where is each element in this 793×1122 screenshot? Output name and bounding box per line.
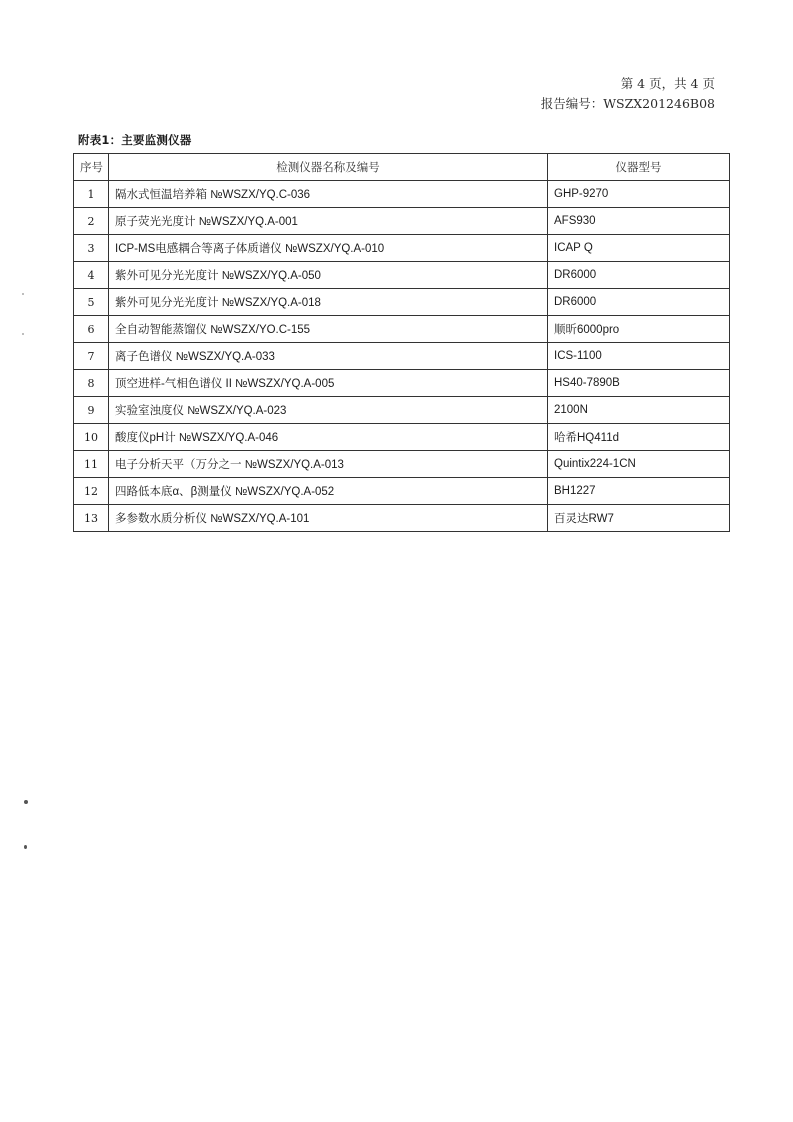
cell-instrument-name: 紫外可见分光光度计 №WSZX/YQ.A-018	[109, 289, 548, 316]
cell-seq: 6	[74, 316, 109, 343]
cell-instrument-model: Quintix224-1CN	[548, 451, 730, 478]
cell-instrument-name: 离子色谱仪 №WSZX/YQ.A-033	[109, 343, 548, 370]
table-row	[74, 478, 730, 505]
scan-speck	[24, 845, 27, 849]
page-header	[541, 74, 715, 114]
column-header-model: 仪器型号	[548, 154, 730, 181]
cell-seq: 4	[74, 262, 109, 289]
cell-instrument-name: ICP-MS电感耦合等离子体质谱仪 №WSZX/YQ.A-010	[109, 235, 548, 262]
table-row	[74, 235, 730, 262]
instrument-table	[73, 153, 730, 532]
report-number: 报告编号：WSZX201246B08	[540, 96, 715, 111]
cell-seq: 2	[74, 208, 109, 235]
cell-instrument-model: ICS-1100	[548, 343, 730, 370]
cell-instrument-model: GHP-9270	[548, 181, 730, 208]
table-row	[74, 181, 730, 208]
table-row	[74, 208, 730, 235]
scan-speck	[22, 333, 24, 335]
table-row	[74, 289, 730, 316]
cell-seq: 1	[74, 181, 109, 208]
cell-instrument-name: 电子分析天平（万分之一 №WSZX/YQ.A-013	[109, 451, 548, 478]
cell-seq: 12	[74, 478, 109, 505]
cell-instrument-name: 紫外可见分光光度计 №WSZX/YQ.A-050	[109, 262, 548, 289]
cell-instrument-name: 实验室浊度仪 №WSZX/YQ.A-023	[109, 397, 548, 424]
cell-seq: 9	[74, 397, 109, 424]
cell-instrument-model: DR6000	[548, 289, 730, 316]
cell-instrument-name: 隔水式恒温培养箱 №WSZX/YQ.C-036	[109, 181, 548, 208]
column-header-seq: 序号	[74, 154, 109, 181]
cell-instrument-model: DR6000	[548, 262, 730, 289]
page-number: 第 4 页，共 4 页	[620, 76, 715, 91]
table-row	[74, 424, 730, 451]
cell-instrument-name: 原子荧光光度计 №WSZX/YQ.A-001	[109, 208, 548, 235]
cell-instrument-model: BH1227	[548, 478, 730, 505]
cell-seq: 5	[74, 289, 109, 316]
scan-speck	[24, 800, 28, 804]
cell-instrument-name: 酸度仪pH计 №WSZX/YQ.A-046	[109, 424, 548, 451]
cell-instrument-model: 百灵达RW7	[548, 505, 730, 532]
cell-instrument-model: 哈希HQ411d	[548, 424, 730, 451]
table-row	[74, 451, 730, 478]
table-row	[74, 262, 730, 289]
table-row	[74, 505, 730, 532]
cell-instrument-model: 顺昕6000pro	[548, 316, 730, 343]
cell-seq: 7	[74, 343, 109, 370]
table-row	[74, 316, 730, 343]
cell-instrument-model: 2100N	[548, 397, 730, 424]
cell-instrument-model: HS40-7890B	[548, 370, 730, 397]
cell-instrument-name: 四路低本底α、β测量仪 №WSZX/YQ.A-052	[109, 478, 548, 505]
table-row	[74, 397, 730, 424]
scan-speck	[22, 293, 24, 295]
cell-seq: 11	[74, 451, 109, 478]
cell-instrument-name: 全自动智能蒸馏仪 №WSZX/YO.C-155	[109, 316, 548, 343]
cell-seq: 3	[74, 235, 109, 262]
cell-instrument-name: 多参数水质分析仪 №WSZX/YQ.A-101	[109, 505, 548, 532]
cell-instrument-model: ICAP Q	[548, 235, 730, 262]
column-header-name: 检测仪器名称及编号	[109, 154, 548, 181]
cell-seq: 8	[74, 370, 109, 397]
table-row	[74, 343, 730, 370]
cell-seq: 10	[74, 424, 109, 451]
cell-seq: 13	[74, 505, 109, 532]
cell-instrument-name: 顶空进样-气相色谱仪 II №WSZX/YQ.A-005	[109, 370, 548, 397]
table-row	[74, 370, 730, 397]
table-header-row	[74, 154, 730, 181]
table-title: 附表1：主要监测仪器	[78, 133, 192, 147]
cell-instrument-model: AFS930	[548, 208, 730, 235]
